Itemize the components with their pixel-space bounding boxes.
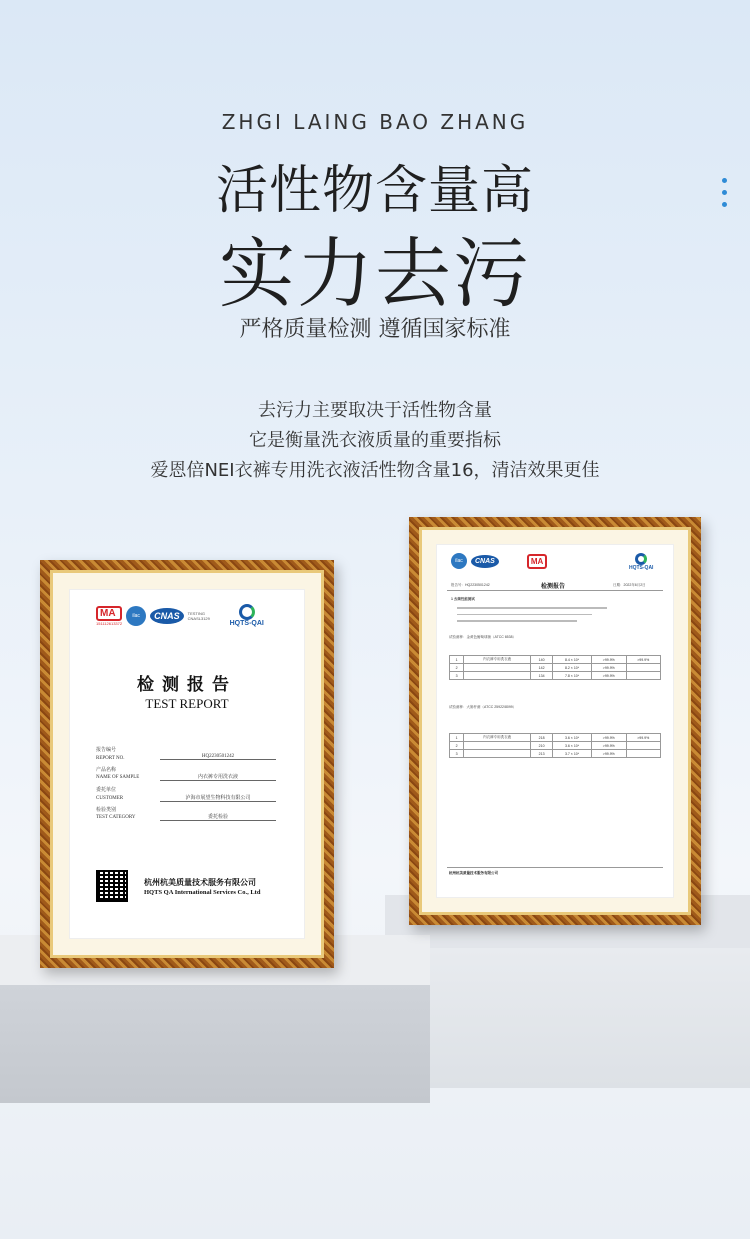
certificate-paper bbox=[70, 590, 304, 938]
table-cell: 7.8 × 10⁶ bbox=[553, 672, 592, 680]
table-cell: 3.6 × 10⁶ bbox=[553, 734, 592, 742]
table-cell: >99.9% bbox=[592, 742, 626, 750]
table-row bbox=[450, 734, 661, 742]
subtitle: 严格质量检测 遵循国家标准 bbox=[239, 317, 511, 342]
table-cell: 3.7 × 10⁶ bbox=[553, 750, 592, 758]
certificate-frame-left bbox=[40, 560, 334, 968]
table-row bbox=[450, 656, 661, 664]
table-cell bbox=[626, 750, 661, 758]
sample-name: 内衣裤专用洗衣液 bbox=[160, 773, 276, 781]
description-line: 爱恩倍NEI衣裤专用洗衣液活性物含量16，清洁效果更佳 bbox=[150, 460, 600, 481]
cert-title-cn: 检测报告 bbox=[137, 675, 237, 695]
report-date: 日期：2022年6月2日 bbox=[613, 583, 646, 587]
table-cell: >99.9% bbox=[592, 750, 626, 758]
ma-icon: MA bbox=[527, 554, 547, 569]
description-line: 去污力主要取决于活性物含量 bbox=[258, 400, 492, 421]
table-cell bbox=[464, 664, 531, 672]
table-cell bbox=[626, 672, 661, 680]
table-cell: >99.9% bbox=[592, 672, 626, 680]
table-cell: >99.9% bbox=[626, 734, 661, 742]
english-title: ZHGI LAING BAO ZHANG bbox=[221, 110, 529, 134]
table-cell: >99.9% bbox=[592, 664, 626, 672]
description bbox=[0, 396, 750, 486]
table-cell bbox=[626, 664, 661, 672]
ma-logo bbox=[96, 606, 122, 626]
table-cell: 8.4 × 10⁶ bbox=[553, 656, 592, 664]
hqts-icon bbox=[635, 553, 647, 565]
hqts-label: HQTS-QAI bbox=[229, 620, 264, 627]
field-label: CUSTOMER bbox=[96, 796, 124, 801]
headline-line2: 实力去污 bbox=[219, 229, 531, 318]
cnas-icon: CNAS bbox=[471, 555, 499, 568]
cnas-icon: CNAS bbox=[150, 608, 184, 624]
table-row bbox=[450, 742, 661, 750]
ilac-mra-icon: ilac bbox=[126, 606, 146, 626]
table-cell: 1 bbox=[450, 734, 464, 742]
table-cell: 2 bbox=[450, 742, 464, 750]
table-cell bbox=[626, 742, 661, 750]
test-category: 委托检验 bbox=[160, 813, 276, 821]
hqts-label: HQTS-QAI bbox=[629, 565, 654, 571]
table-cell: 内衣裤专用洗衣液 bbox=[464, 734, 531, 742]
hqts-logo bbox=[629, 553, 653, 571]
table-cell: 210 bbox=[531, 742, 553, 750]
report-footer: 杭州杭美质量技术服务有限公司 bbox=[449, 871, 498, 875]
cert-title-en: TEST REPORT bbox=[145, 696, 229, 711]
customer: 泸海市展望生物科技有限公司 bbox=[160, 794, 276, 802]
results-table-1 bbox=[449, 655, 661, 680]
table-cell: 140 bbox=[531, 656, 553, 664]
hqts-logo bbox=[230, 604, 264, 627]
table-cell: 1 bbox=[450, 656, 464, 664]
field-label: 委托单位 bbox=[96, 788, 117, 793]
table-cell: >99.9% bbox=[626, 656, 661, 664]
table1-title: 试验菌种：金黄色葡萄球菌（ATCC 6538） bbox=[449, 635, 517, 639]
table-cell bbox=[464, 750, 531, 758]
table-cell: 3.6 × 10⁶ bbox=[553, 742, 592, 750]
table-cell: 142 bbox=[531, 664, 553, 672]
table-cell: 3 bbox=[450, 672, 464, 680]
field-label: 检验类别 bbox=[96, 808, 117, 813]
report-number: HQ2230501242 bbox=[160, 754, 276, 760]
ilac-mra-icon: ilac bbox=[451, 553, 467, 569]
ma-number: 151112613372 bbox=[96, 620, 123, 626]
table-cell: 内衣裤专用洗衣液 bbox=[464, 656, 531, 664]
field-label: NAME OF SAMPLE bbox=[96, 775, 140, 780]
table-row bbox=[450, 750, 661, 758]
ma-icon: MA bbox=[96, 606, 122, 621]
field-label: TEST CATEGORY bbox=[96, 815, 136, 820]
table-cell: >99.9% bbox=[592, 656, 626, 664]
table2-title: 试验菌种：大肠杆菌（ATCC 25922/8099） bbox=[449, 705, 517, 709]
report-number: 报告号：HQ2230501242 bbox=[451, 583, 490, 587]
table-cell: 3 bbox=[450, 750, 464, 758]
table-cell: 213 bbox=[531, 750, 553, 758]
table-cell: 218 bbox=[531, 734, 553, 742]
table-cell: 134 bbox=[531, 672, 553, 680]
report-paper bbox=[437, 545, 673, 897]
report-title: 检测报告 bbox=[541, 584, 566, 590]
table-cell: 2 bbox=[450, 664, 464, 672]
cnas-subtext: TESTING CNASL3129 bbox=[187, 610, 210, 621]
table-cell: 8.2 × 10⁶ bbox=[553, 664, 592, 672]
table-cell: >99.9% bbox=[592, 734, 626, 742]
table-cell bbox=[464, 742, 531, 750]
headline-line1: 活性物含量高 bbox=[215, 161, 534, 221]
company-name-en: HQTS QA International Services Co., Ltd bbox=[144, 889, 261, 896]
qr-code-icon bbox=[96, 870, 128, 902]
section-heading: 1 去菌性能测试 bbox=[451, 597, 475, 601]
table-cell bbox=[464, 672, 531, 680]
certificate-frame-right bbox=[409, 517, 701, 925]
results-table-2 bbox=[449, 733, 661, 758]
table-row bbox=[450, 664, 661, 672]
table-row bbox=[450, 672, 661, 680]
description-line: 它是衡量洗衣液质量的重要指标 bbox=[249, 430, 501, 451]
hqts-icon bbox=[239, 604, 255, 620]
field-label: 产品名称 bbox=[96, 768, 117, 773]
field-label: 报告编号 bbox=[96, 748, 117, 753]
company-name-cn: 杭州杭美质量技术服务有限公司 bbox=[144, 878, 256, 887]
field-label: REPORT NO. bbox=[96, 756, 125, 761]
